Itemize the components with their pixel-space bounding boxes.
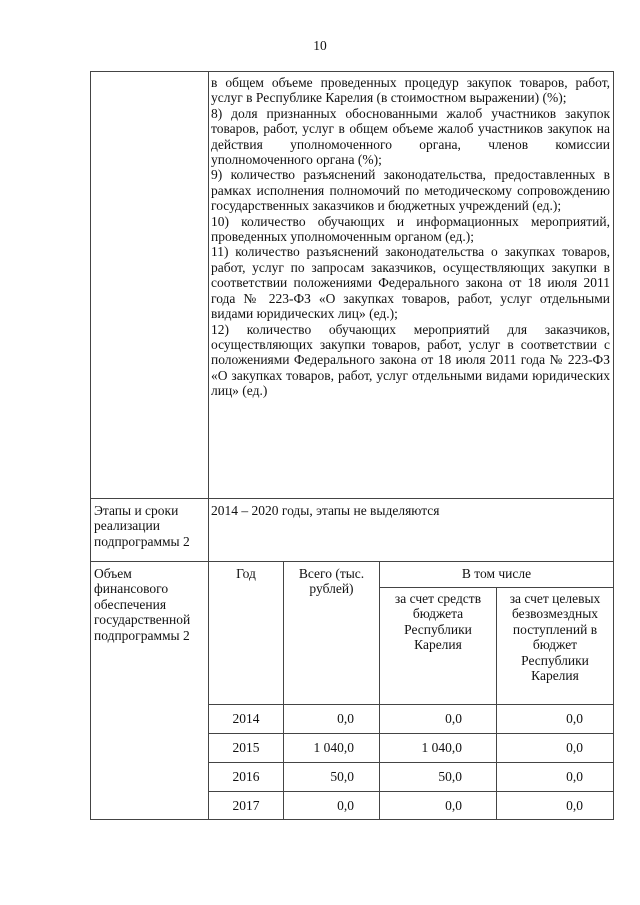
- table-border: [208, 791, 614, 792]
- cell-total: 0,0: [337, 711, 354, 726]
- col-grants-header: за счет целевых безвозмездных поступлений в бюджет Республики Карелия: [509, 591, 601, 684]
- funding-label: Объем финансового обеспечения государственной подпрограммы 2: [94, 566, 191, 643]
- cell-grants: 0,0: [566, 798, 583, 813]
- stages-label: Этапы и сроки реализации подпрограммы 2: [94, 503, 190, 549]
- cell-year: 2014: [232, 711, 260, 726]
- indicator-paragraph: 12) количество обучающих мероприятий для заказчиков, осуществляющих закупки товаров, работ, услуг в соответствии с положениями Федерального закона от 18 июля 2011 года № 223-ФЗ «О закупках товаров, работ, услуг отдельными видами юридических лиц» (ед.): [211, 321, 610, 399]
- passport-table: [90, 71, 614, 820]
- cell-year: 2017: [232, 798, 260, 813]
- indicator-paragraph: 10) количество обучающих и информационных мероприятий, проведенных уполномоченным органом (ед.);: [211, 213, 610, 245]
- cell-budget: 50,0: [438, 769, 462, 784]
- table-border: [208, 733, 614, 734]
- table-border: [613, 71, 614, 820]
- table-border: [208, 762, 614, 763]
- table-border: [208, 704, 614, 705]
- cell-budget: 1 040,0: [421, 740, 462, 755]
- col-budget-header: за счет средств бюджета Республики Карелия: [394, 591, 482, 653]
- indicator-paragraph: 11) количество разъяснений законодательства о закупках товаров, работ, услуг по запросам заказчиков, осуществляющих закупки в соответствии положениями Федерального закона от 18 июля 2011 года № 223-ФЗ «О закупках товаров, работ, услуг отдельными видами юридических лиц» (ед.);: [211, 244, 610, 322]
- page-number: 10: [313, 38, 327, 53]
- cell-year: 2016: [232, 769, 260, 784]
- cell-total: 0,0: [337, 798, 354, 813]
- cell-grants: 0,0: [566, 711, 583, 726]
- table-border: [379, 587, 614, 588]
- cell-grants: 0,0: [566, 740, 583, 755]
- cell-budget: 0,0: [445, 798, 462, 813]
- stages-value: 2014 – 2020 годы, этапы не выделяются: [211, 503, 440, 518]
- cell-grants: 0,0: [566, 769, 583, 784]
- table-border: [208, 71, 209, 820]
- col-year-header: Год: [236, 566, 256, 581]
- cell-total: 50,0: [330, 769, 354, 784]
- col-including-header: В том числе: [461, 566, 532, 581]
- indicator-paragraph: 8) доля признанных обоснованными жалоб участников закупок товаров, работ, услуг в общем объеме жалоб участников закупок на действия уполномоченного органа, членов комиссии уполномоченного органа (%);: [211, 105, 610, 168]
- indicators-cell: [211, 75, 610, 399]
- table-border: [90, 71, 614, 72]
- cell-year: 2015: [232, 740, 260, 755]
- cell-budget: 0,0: [445, 711, 462, 726]
- col-total-header: Всего (тыс. рублей): [298, 566, 365, 597]
- table-border: [90, 71, 91, 820]
- indicator-paragraph: 9) количество разъяснений законодательства, предоставленных в рамках исполнения полномочий по методическому сопровождению государственных заказчиков и бюджетных учреждений (ед.);: [211, 167, 610, 214]
- table-border: [90, 561, 614, 562]
- cell-total: 1 040,0: [313, 740, 354, 755]
- table-border: [90, 819, 614, 820]
- table-border: [90, 498, 614, 499]
- indicator-paragraph: в общем объеме проведенных процедур закупок товаров, работ, услуг в Республике Карелия (в стоимостном выражении) (%);: [211, 75, 610, 106]
